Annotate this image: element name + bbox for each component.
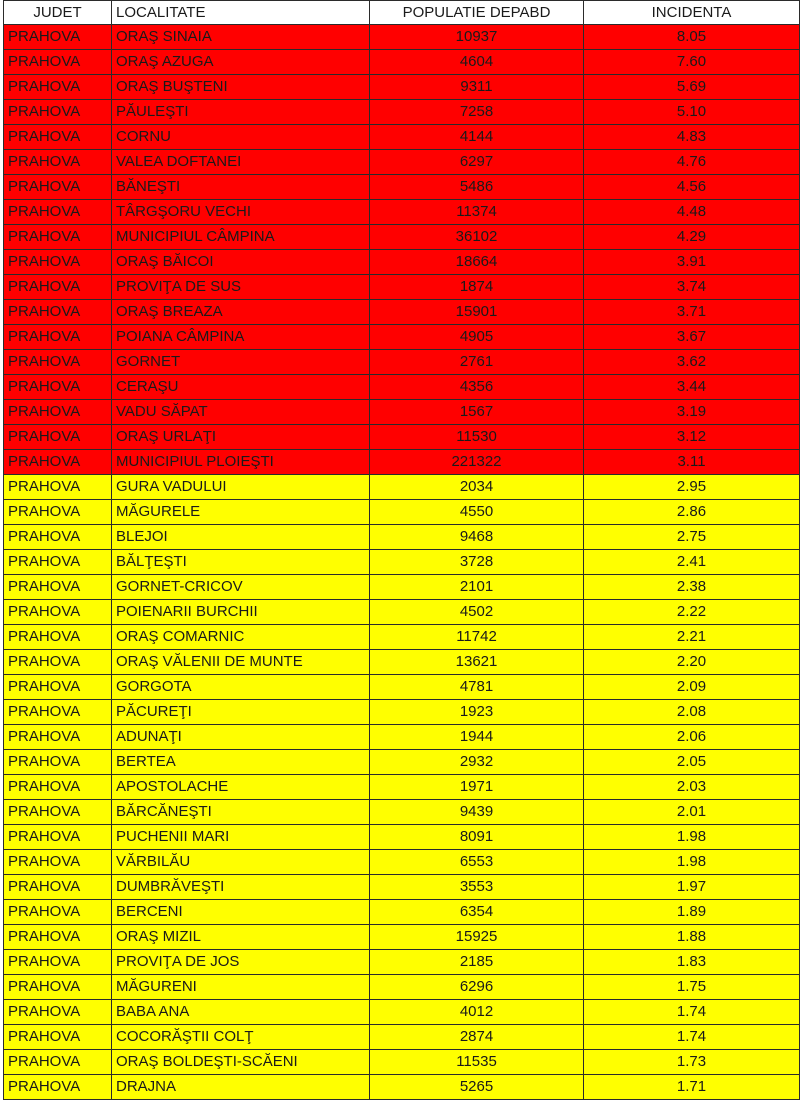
header-localitate: LOCALITATE [112,1,370,25]
cell-populatie: 3728 [370,550,584,575]
table-row [4,825,800,850]
cell-incidenta: 2.38 [584,575,800,600]
cell-localitate: VADU SĂPAT [112,400,370,425]
table-row [4,575,800,600]
cell-judet: PRAHOVA [4,750,112,775]
cell-populatie: 11742 [370,625,584,650]
cell-populatie: 2932 [370,750,584,775]
cell-judet: PRAHOVA [4,725,112,750]
cell-incidenta: 4.76 [584,150,800,175]
cell-localitate: PROVIŢA DE JOS [112,950,370,975]
cell-judet: PRAHOVA [4,625,112,650]
cell-populatie: 1971 [370,775,584,800]
cell-localitate: MUNICIPIUL CÂMPINA [112,225,370,250]
cell-localitate: BĂNEŞTI [112,175,370,200]
cell-populatie: 6296 [370,975,584,1000]
cell-localitate: PUCHENII MARI [112,825,370,850]
cell-judet: PRAHOVA [4,425,112,450]
cell-judet: PRAHOVA [4,1050,112,1075]
cell-judet: PRAHOVA [4,650,112,675]
cell-populatie: 11374 [370,200,584,225]
cell-judet: PRAHOVA [4,875,112,900]
cell-localitate: DUMBRĂVEŞTI [112,875,370,900]
cell-judet: PRAHOVA [4,300,112,325]
cell-localitate: MĂGURELE [112,500,370,525]
incidence-table [3,0,800,1100]
cell-judet: PRAHOVA [4,500,112,525]
cell-localitate: ORAŞ MIZIL [112,925,370,950]
table-row [4,600,800,625]
cell-populatie: 4144 [370,125,584,150]
table-body [4,25,800,1100]
cell-incidenta: 2.03 [584,775,800,800]
cell-localitate: GURA VADULUI [112,475,370,500]
table-row [4,1050,800,1075]
table-row [4,750,800,775]
table-row [4,1000,800,1025]
table-row [4,525,800,550]
cell-judet: PRAHOVA [4,850,112,875]
cell-localitate: APOSTOLACHE [112,775,370,800]
table-row [4,125,800,150]
table-row [4,500,800,525]
cell-judet: PRAHOVA [4,700,112,725]
cell-judet: PRAHOVA [4,100,112,125]
cell-incidenta: 2.21 [584,625,800,650]
cell-localitate: ORAŞ BOLDEŞTI-SCĂENI [112,1050,370,1075]
table-row [4,1025,800,1050]
cell-localitate: MĂGURENI [112,975,370,1000]
cell-localitate: ORAŞ SINAIA [112,25,370,50]
table-row [4,150,800,175]
cell-populatie: 3553 [370,875,584,900]
cell-populatie: 4502 [370,600,584,625]
cell-incidenta: 1.74 [584,1025,800,1050]
cell-incidenta: 1.98 [584,850,800,875]
table-row [4,975,800,1000]
cell-judet: PRAHOVA [4,150,112,175]
cell-localitate: BLEJOI [112,525,370,550]
cell-incidenta: 1.71 [584,1075,800,1100]
table-row [4,400,800,425]
cell-populatie: 4604 [370,50,584,75]
cell-incidenta: 3.74 [584,275,800,300]
cell-judet: PRAHOVA [4,575,112,600]
table-row [4,225,800,250]
cell-populatie: 6297 [370,150,584,175]
cell-judet: PRAHOVA [4,125,112,150]
cell-incidenta: 2.06 [584,725,800,750]
cell-incidenta: 1.73 [584,1050,800,1075]
cell-judet: PRAHOVA [4,975,112,1000]
cell-localitate: TÂRGŞORU VECHI [112,200,370,225]
cell-incidenta: 4.29 [584,225,800,250]
cell-localitate: DRAJNA [112,1075,370,1100]
header-incidenta: INCIDENTA [584,1,800,25]
cell-populatie: 8091 [370,825,584,850]
cell-judet: PRAHOVA [4,375,112,400]
cell-judet: PRAHOVA [4,675,112,700]
table-row [4,75,800,100]
cell-judet: PRAHOVA [4,50,112,75]
table-row [4,725,800,750]
table-row [4,275,800,300]
cell-incidenta: 1.88 [584,925,800,950]
cell-incidenta: 4.83 [584,125,800,150]
cell-judet: PRAHOVA [4,800,112,825]
cell-judet: PRAHOVA [4,1000,112,1025]
cell-localitate: BERTEA [112,750,370,775]
cell-incidenta: 1.89 [584,900,800,925]
cell-incidenta: 2.01 [584,800,800,825]
cell-populatie: 4550 [370,500,584,525]
cell-populatie: 6553 [370,850,584,875]
cell-judet: PRAHOVA [4,1075,112,1100]
table-row [4,475,800,500]
cell-judet: PRAHOVA [4,600,112,625]
cell-incidenta: 4.48 [584,200,800,225]
cell-judet: PRAHOVA [4,550,112,575]
cell-judet: PRAHOVA [4,25,112,50]
cell-populatie: 6354 [370,900,584,925]
cell-incidenta: 2.08 [584,700,800,725]
cell-localitate: GORGOTA [112,675,370,700]
cell-incidenta: 2.09 [584,675,800,700]
cell-incidenta: 1.74 [584,1000,800,1025]
cell-incidenta: 4.56 [584,175,800,200]
table-row [4,625,800,650]
cell-populatie: 15925 [370,925,584,950]
table-row [4,850,800,875]
cell-localitate: CORNU [112,125,370,150]
cell-incidenta: 3.19 [584,400,800,425]
cell-localitate: GORNET-CRICOV [112,575,370,600]
cell-judet: PRAHOVA [4,325,112,350]
table-row [4,1075,800,1100]
cell-judet: PRAHOVA [4,450,112,475]
table-row [4,450,800,475]
table-row [4,550,800,575]
cell-incidenta: 7.60 [584,50,800,75]
table-row [4,925,800,950]
cell-populatie: 2185 [370,950,584,975]
cell-populatie: 18664 [370,250,584,275]
cell-judet: PRAHOVA [4,775,112,800]
cell-populatie: 2101 [370,575,584,600]
cell-localitate: BĂLŢEŞTI [112,550,370,575]
cell-judet: PRAHOVA [4,1025,112,1050]
cell-populatie: 4781 [370,675,584,700]
table-row [4,875,800,900]
cell-incidenta: 3.91 [584,250,800,275]
table-row [4,775,800,800]
cell-populatie: 15901 [370,300,584,325]
cell-incidenta: 3.71 [584,300,800,325]
cell-incidenta: 2.95 [584,475,800,500]
cell-judet: PRAHOVA [4,275,112,300]
cell-localitate: POIENARII BURCHII [112,600,370,625]
cell-judet: PRAHOVA [4,475,112,500]
cell-populatie: 36102 [370,225,584,250]
cell-populatie: 2761 [370,350,584,375]
cell-populatie: 4012 [370,1000,584,1025]
cell-localitate: CERAŞU [112,375,370,400]
cell-judet: PRAHOVA [4,900,112,925]
cell-incidenta: 2.86 [584,500,800,525]
header-judet: JUDET [4,1,112,25]
cell-populatie: 9468 [370,525,584,550]
cell-localitate: ORAŞ BUŞTENI [112,75,370,100]
cell-judet: PRAHOVA [4,175,112,200]
cell-incidenta: 2.20 [584,650,800,675]
table-row [4,425,800,450]
cell-localitate: ORAŞ URLAŢI [112,425,370,450]
cell-incidenta: 2.41 [584,550,800,575]
cell-populatie: 1567 [370,400,584,425]
cell-populatie: 11530 [370,425,584,450]
cell-populatie: 221322 [370,450,584,475]
cell-localitate: COCORĂŞTII COLŢ [112,1025,370,1050]
cell-populatie: 9311 [370,75,584,100]
cell-populatie: 2874 [370,1025,584,1050]
cell-judet: PRAHOVA [4,400,112,425]
cell-localitate: ADUNAŢI [112,725,370,750]
cell-incidenta: 8.05 [584,25,800,50]
cell-populatie: 1944 [370,725,584,750]
cell-judet: PRAHOVA [4,225,112,250]
table-row [4,900,800,925]
cell-judet: PRAHOVA [4,350,112,375]
cell-populatie: 1874 [370,275,584,300]
cell-judet: PRAHOVA [4,825,112,850]
cell-incidenta: 1.83 [584,950,800,975]
header-row [4,1,800,25]
cell-incidenta: 3.11 [584,450,800,475]
table-row [4,100,800,125]
cell-judet: PRAHOVA [4,525,112,550]
table-row [4,200,800,225]
table-row [4,50,800,75]
cell-localitate: MUNICIPIUL PLOIEŞTI [112,450,370,475]
cell-localitate: BERCENI [112,900,370,925]
table-row [4,675,800,700]
header-populatie: POPULATIE DEPABD [370,1,584,25]
cell-localitate: BABA ANA [112,1000,370,1025]
cell-populatie: 7258 [370,100,584,125]
cell-incidenta: 2.75 [584,525,800,550]
cell-populatie: 4356 [370,375,584,400]
cell-populatie: 5265 [370,1075,584,1100]
cell-localitate: PROVIŢA DE SUS [112,275,370,300]
cell-populatie: 2034 [370,475,584,500]
cell-localitate: PĂULEŞTI [112,100,370,125]
cell-populatie: 11535 [370,1050,584,1075]
cell-localitate: VALEA DOFTANEI [112,150,370,175]
cell-localitate: BĂRCĂNEŞTI [112,800,370,825]
table-row [4,325,800,350]
table-row [4,25,800,50]
cell-judet: PRAHOVA [4,250,112,275]
cell-localitate: ORAŞ VĂLENII DE MUNTE [112,650,370,675]
cell-populatie: 1923 [370,700,584,725]
table-row [4,175,800,200]
cell-localitate: PĂCUREŢI [112,700,370,725]
cell-localitate: VĂRBILĂU [112,850,370,875]
cell-incidenta: 3.67 [584,325,800,350]
table-row [4,950,800,975]
cell-populatie: 13621 [370,650,584,675]
table-row [4,350,800,375]
cell-incidenta: 3.12 [584,425,800,450]
cell-incidenta: 1.98 [584,825,800,850]
cell-populatie: 4905 [370,325,584,350]
cell-localitate: ORAŞ BREAZA [112,300,370,325]
cell-judet: PRAHOVA [4,75,112,100]
cell-incidenta: 1.97 [584,875,800,900]
cell-judet: PRAHOVA [4,925,112,950]
cell-localitate: ORAŞ COMARNIC [112,625,370,650]
table-row [4,700,800,725]
cell-incidenta: 3.44 [584,375,800,400]
cell-populatie: 5486 [370,175,584,200]
table-row [4,250,800,275]
cell-populatie: 9439 [370,800,584,825]
cell-incidenta: 1.75 [584,975,800,1000]
cell-localitate: GORNET [112,350,370,375]
cell-localitate: ORAŞ BĂICOI [112,250,370,275]
cell-localitate: POIANA CÂMPINA [112,325,370,350]
cell-incidenta: 5.69 [584,75,800,100]
table-row [4,300,800,325]
cell-localitate: ORAŞ AZUGA [112,50,370,75]
table-row [4,800,800,825]
cell-judet: PRAHOVA [4,950,112,975]
cell-populatie: 10937 [370,25,584,50]
cell-incidenta: 3.62 [584,350,800,375]
cell-incidenta: 5.10 [584,100,800,125]
cell-judet: PRAHOVA [4,200,112,225]
table-row [4,375,800,400]
table-row [4,650,800,675]
cell-incidenta: 2.22 [584,600,800,625]
cell-incidenta: 2.05 [584,750,800,775]
